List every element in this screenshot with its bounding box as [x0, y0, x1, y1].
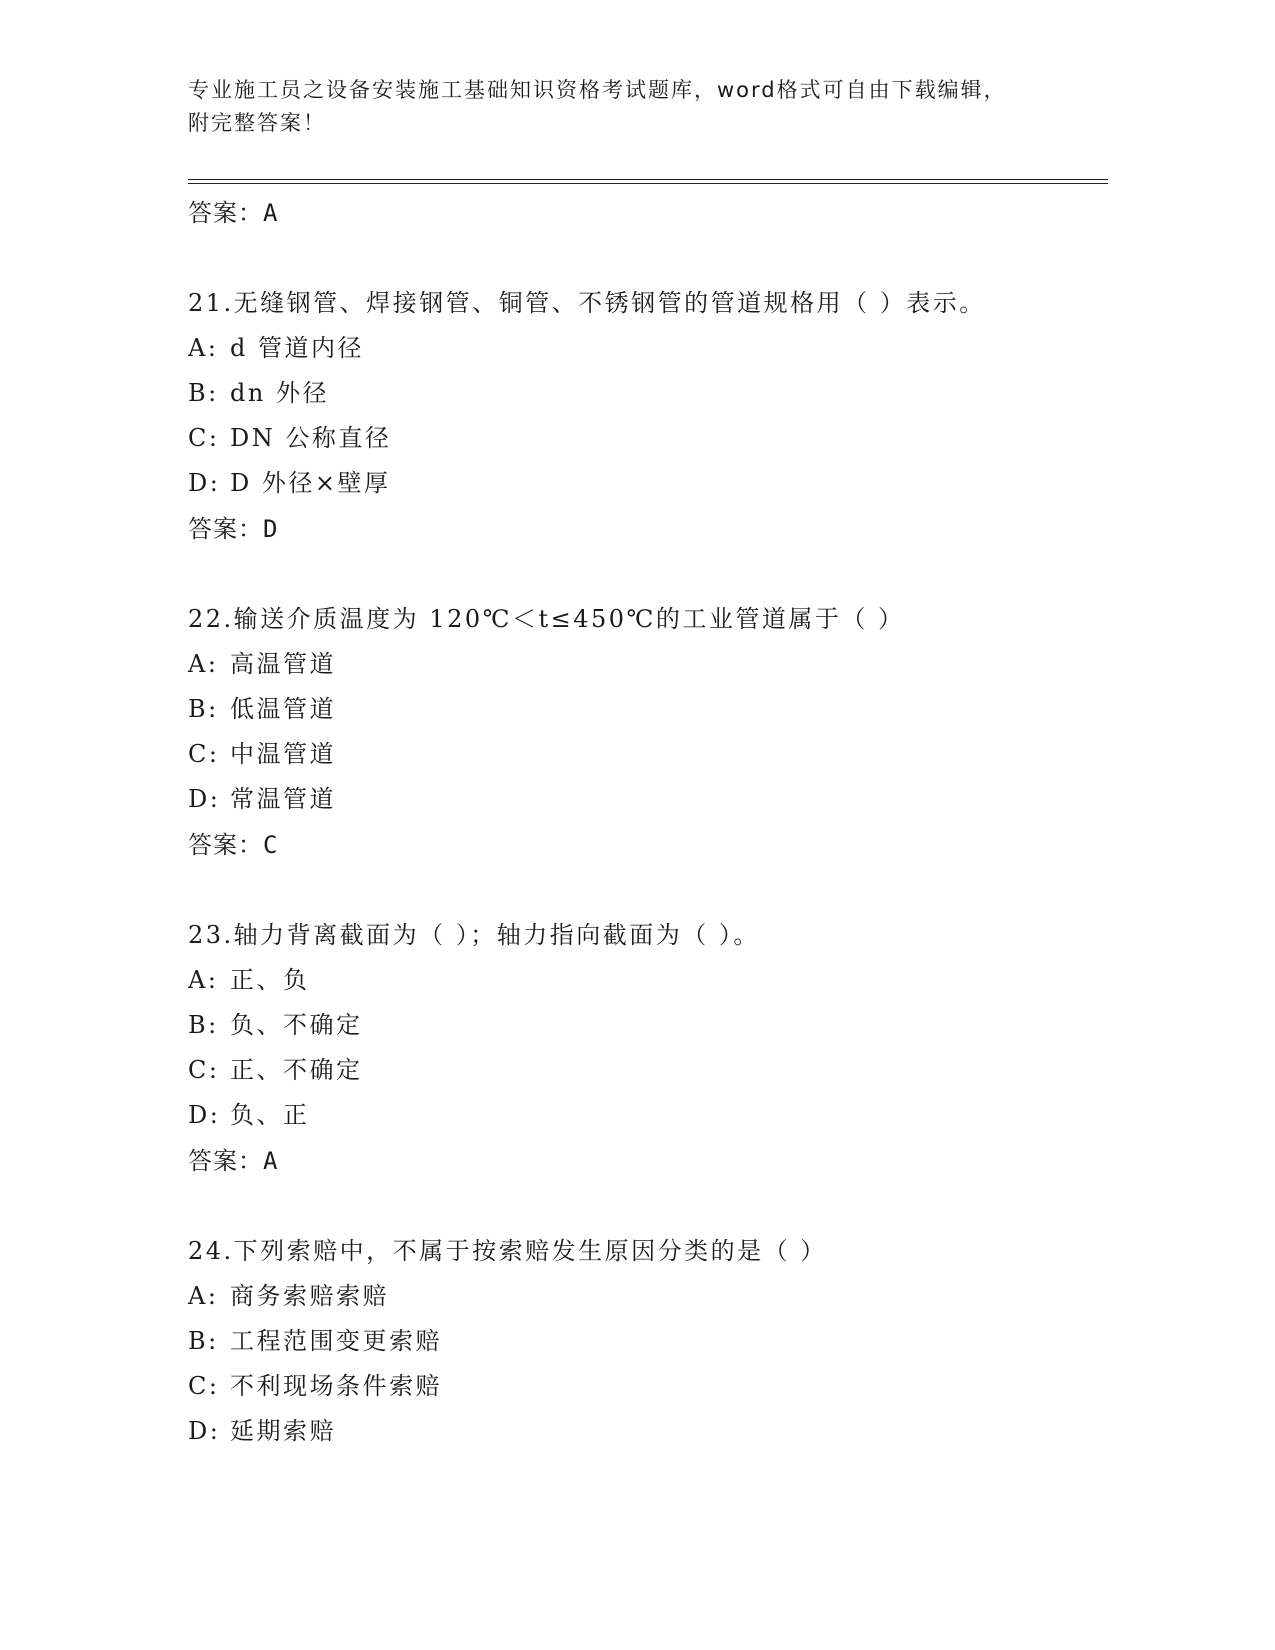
option-text: d 管道内径 [230, 334, 364, 362]
answer-value: C [263, 831, 279, 859]
answer-value: A [263, 1147, 279, 1175]
option-a [188, 642, 1108, 687]
option-text: 正、负 [230, 966, 310, 994]
header-title-line-1: 专业施工员之设备安装施工基础知识资格考试题库，word格式可自由下载编辑， [188, 78, 1007, 102]
answer-line [188, 822, 1108, 868]
option-key: B: [188, 379, 219, 407]
option-d [188, 1409, 1108, 1454]
option-d [188, 1093, 1108, 1138]
option-key: C: [188, 740, 220, 768]
option-text: 低温管道 [230, 695, 336, 723]
option-text: 中温管道 [230, 740, 336, 768]
option-text: DN 公称直径 [230, 424, 392, 452]
answer-value: A [263, 199, 279, 227]
answer-label: 答案： [188, 1147, 263, 1175]
option-a [188, 1274, 1108, 1319]
answer-line [188, 1138, 1108, 1184]
option-c [188, 1364, 1108, 1409]
option-b [188, 1003, 1108, 1048]
option-text: 高温管道 [230, 650, 336, 678]
option-b [188, 1319, 1108, 1364]
option-text: 负、正 [230, 1101, 310, 1129]
option-text: 延期索赔 [230, 1417, 336, 1445]
answer-line [188, 190, 1108, 236]
option-a [188, 958, 1108, 1003]
option-b [188, 371, 1108, 416]
option-text: dn 外径 [230, 379, 329, 407]
answer-label: 答案： [188, 515, 263, 543]
option-key: B: [188, 695, 219, 723]
option-key: A: [188, 966, 219, 994]
block-gap [188, 236, 1108, 280]
question-block [188, 1228, 1108, 1454]
option-key: A: [188, 334, 219, 362]
option-key: D: [188, 1101, 221, 1129]
option-text: 工程范围变更索赔 [230, 1327, 442, 1355]
option-key: B: [188, 1011, 219, 1039]
option-d [188, 461, 1108, 506]
block-gap [188, 868, 1108, 912]
question-content [188, 190, 1108, 1454]
option-key: D: [188, 1417, 221, 1445]
answer-value: D [263, 515, 279, 543]
option-d [188, 777, 1108, 822]
option-c [188, 1048, 1108, 1093]
header-double-rule [188, 179, 1108, 184]
question-stem: 24.下列索赔中，不属于按索赔发生原因分类的是（ ） [188, 1237, 827, 1265]
option-key: B: [188, 1327, 219, 1355]
question-block [188, 912, 1108, 1184]
question-stem: 21.无缝钢管、焊接钢管、铜管、不锈钢管的管道规格用（ ）表示。 [188, 289, 986, 317]
option-key: D: [188, 785, 221, 813]
option-key: C: [188, 1372, 220, 1400]
option-a [188, 326, 1108, 371]
option-key: A: [188, 650, 219, 678]
option-text: 常温管道 [230, 785, 336, 813]
option-text: 负、不确定 [230, 1011, 363, 1039]
option-key: C: [188, 424, 220, 452]
option-text: D 外径×壁厚 [230, 469, 391, 497]
answer-label: 答案： [188, 199, 263, 227]
answer-label: 答案： [188, 831, 263, 859]
option-key: D: [188, 469, 221, 497]
option-text: 正、不确定 [230, 1056, 363, 1084]
document-header [188, 74, 1088, 140]
option-b [188, 687, 1108, 732]
header-title-line-2: 附完整答案！ [188, 111, 326, 135]
option-c [188, 416, 1108, 461]
question-block [188, 596, 1108, 868]
option-text: 不利现场条件索赔 [230, 1372, 442, 1400]
block-gap [188, 1184, 1108, 1228]
block-gap [188, 552, 1108, 596]
question-block [188, 280, 1108, 552]
question-stem: 23.轴力背离截面为（ ）；轴力指向截面为（ ）。 [188, 921, 760, 949]
option-key: A: [188, 1282, 219, 1310]
question-stem: 22.输送介质温度为 120℃＜t≤450℃的工业管道属于（ ） [188, 605, 905, 633]
answer-line [188, 506, 1108, 552]
option-c [188, 732, 1108, 777]
option-text: 商务索赔索赔 [230, 1282, 389, 1310]
option-key: C: [188, 1056, 220, 1084]
